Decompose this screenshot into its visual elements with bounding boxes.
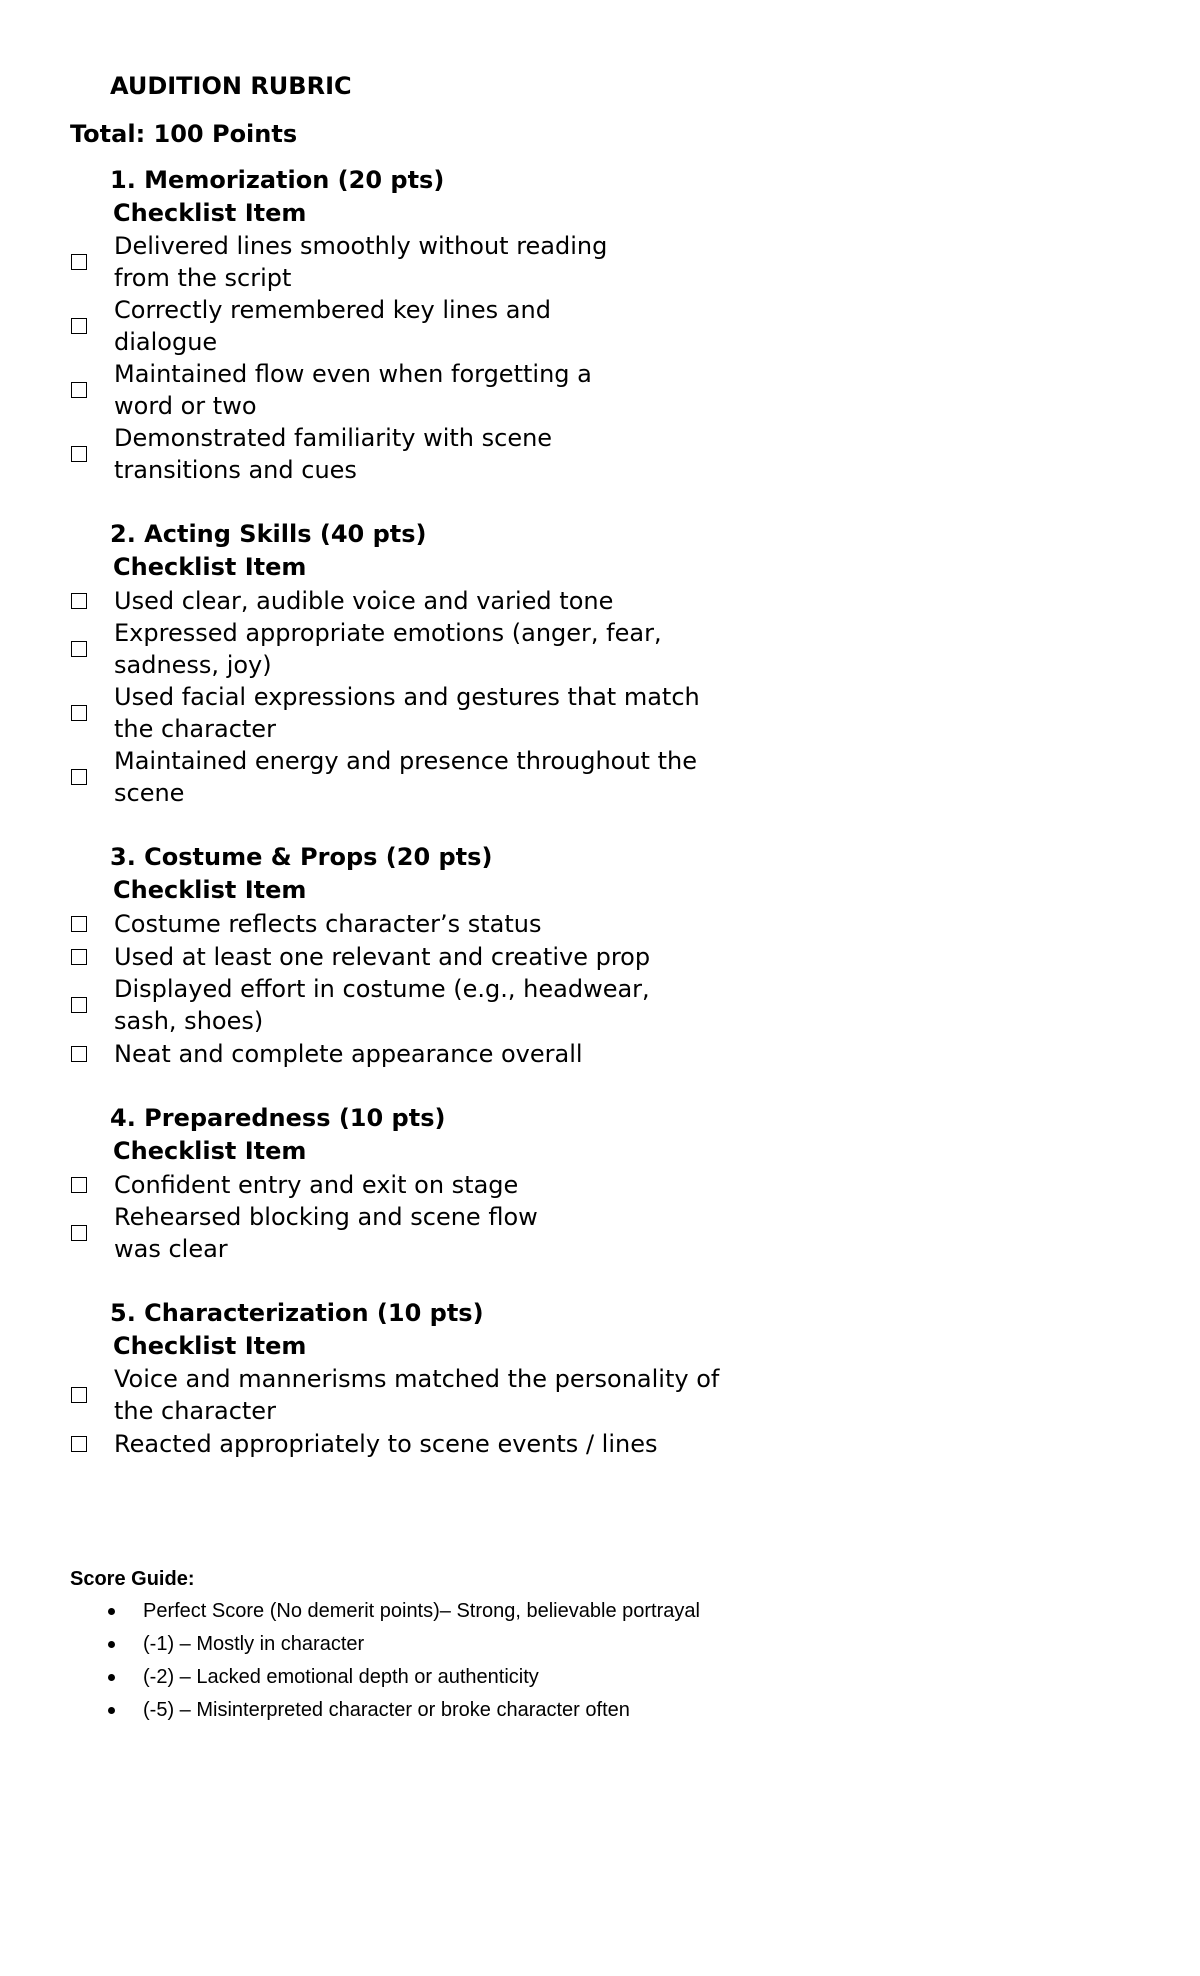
section-costume-props xyxy=(70,841,770,1070)
checkbox[interactable] xyxy=(71,1046,87,1062)
checklist-column-header: Checklist Item xyxy=(113,876,307,904)
section-acting-skills xyxy=(70,518,770,809)
score-guide-list xyxy=(70,1595,700,1727)
document-title: AUDITION RUBRIC xyxy=(110,72,352,100)
checkbox[interactable] xyxy=(71,254,87,270)
score-guide-title: Score Guide: xyxy=(70,1568,195,1590)
checklist-column-header: Checklist Item xyxy=(113,1332,307,1360)
checkbox[interactable] xyxy=(71,949,87,965)
section-heading: 5. Characterization (10 pts) xyxy=(110,1299,484,1327)
checkbox[interactable] xyxy=(71,705,87,721)
checkbox[interactable] xyxy=(71,446,87,462)
score-guide xyxy=(70,1563,700,1727)
checklist-item-text: Rehearsed blocking and scene flow was clear xyxy=(114,1203,538,1263)
checkbox[interactable] xyxy=(71,382,87,398)
checklist-item-text: Correctly remembered key lines and dialogue xyxy=(114,296,551,356)
checklist-item[interactable] xyxy=(70,745,770,809)
section-heading: 2. Acting Skills (40 pts) xyxy=(110,520,427,548)
score-guide-item-text: (-2) – Lacked emotional depth or authenticity xyxy=(143,1666,539,1688)
checklist-item-text: Maintained energy and presence throughout the scene xyxy=(114,747,697,807)
checkbox[interactable] xyxy=(71,1177,87,1193)
checklist-item[interactable] xyxy=(70,1168,770,1201)
section-preparedness xyxy=(70,1102,770,1265)
checklist-item-text: Costume reflects character’s status xyxy=(114,909,542,938)
checklist-item[interactable] xyxy=(70,358,770,422)
checkbox[interactable] xyxy=(71,1225,87,1241)
checklist-column-header: Checklist Item xyxy=(113,199,307,227)
checkbox[interactable] xyxy=(71,593,87,609)
checklist-item-text: Displayed effort in costume (e.g., headwear, sash, shoes) xyxy=(114,975,650,1035)
score-guide-item xyxy=(70,1661,700,1694)
checklist-item[interactable] xyxy=(70,940,770,973)
score-guide-item-text: (-5) – Misinterpreted character or broke character often xyxy=(143,1699,630,1721)
checklist-item-text: Used clear, audible voice and varied tone xyxy=(114,586,614,615)
checklist-item-text: Expressed appropriate emotions (anger, fear, sadness, joy) xyxy=(114,619,662,679)
rubric-sections xyxy=(70,164,770,1492)
checklist-item[interactable] xyxy=(70,973,770,1037)
checkbox[interactable] xyxy=(71,641,87,657)
checklist-item-text: Maintained flow even when forgetting a word or two xyxy=(114,360,592,420)
checklist-item[interactable] xyxy=(70,617,770,681)
checklist-item[interactable] xyxy=(70,230,770,294)
score-guide-item xyxy=(70,1694,700,1727)
checklist-item-text: Demonstrated familiarity with scene transitions and cues xyxy=(114,424,553,484)
checklist-item[interactable] xyxy=(70,584,770,617)
score-guide-item xyxy=(70,1628,700,1661)
section-memorization xyxy=(70,164,770,486)
bullet-icon xyxy=(108,1641,115,1648)
bullet-icon xyxy=(108,1707,115,1714)
score-guide-item xyxy=(70,1595,700,1628)
checklist-item-text: Confident entry and exit on stage xyxy=(114,1170,519,1199)
checkbox[interactable] xyxy=(71,769,87,785)
checklist-column-header: Checklist Item xyxy=(113,553,307,581)
checklist-item[interactable] xyxy=(70,1427,770,1460)
checkbox[interactable] xyxy=(71,916,87,932)
checklist-item[interactable] xyxy=(70,1037,770,1070)
checkbox[interactable] xyxy=(71,997,87,1013)
checklist-column-header: Checklist Item xyxy=(113,1137,307,1165)
score-guide-item-text: (-1) – Mostly in character xyxy=(143,1633,365,1655)
checklist-item[interactable] xyxy=(70,422,770,486)
checklist-item[interactable] xyxy=(70,294,770,358)
checklist-item[interactable] xyxy=(70,907,770,940)
checklist-item-text: Reacted appropriately to scene events / lines xyxy=(114,1429,658,1458)
checklist-item-text: Voice and mannerisms matched the personality of the character xyxy=(114,1365,720,1425)
section-heading: 1. Memorization (20 pts) xyxy=(110,166,445,194)
score-guide-item-text: Perfect Score (No demerit points)– Strong, believable portrayal xyxy=(143,1600,700,1622)
bullet-icon xyxy=(108,1674,115,1681)
checklist-item-text: Delivered lines smoothly without reading from the script xyxy=(114,232,608,292)
section-characterization xyxy=(70,1297,770,1460)
checklist-item-text: Used facial expressions and gestures that match the character xyxy=(114,683,700,743)
total-points: Total: 100 Points xyxy=(70,120,298,148)
checkbox[interactable] xyxy=(71,1387,87,1403)
checkbox[interactable] xyxy=(71,318,87,334)
section-heading: 3. Costume & Props (20 pts) xyxy=(110,843,493,871)
section-heading: 4. Preparedness (10 pts) xyxy=(110,1104,446,1132)
checklist-item[interactable] xyxy=(70,1201,770,1265)
checklist-item-text: Used at least one relevant and creative prop xyxy=(114,942,651,971)
checklist-item-text: Neat and complete appearance overall xyxy=(114,1039,583,1068)
checkbox[interactable] xyxy=(71,1436,87,1452)
bullet-icon xyxy=(108,1608,115,1615)
checklist-item[interactable] xyxy=(70,1363,770,1427)
checklist-item[interactable] xyxy=(70,681,770,745)
